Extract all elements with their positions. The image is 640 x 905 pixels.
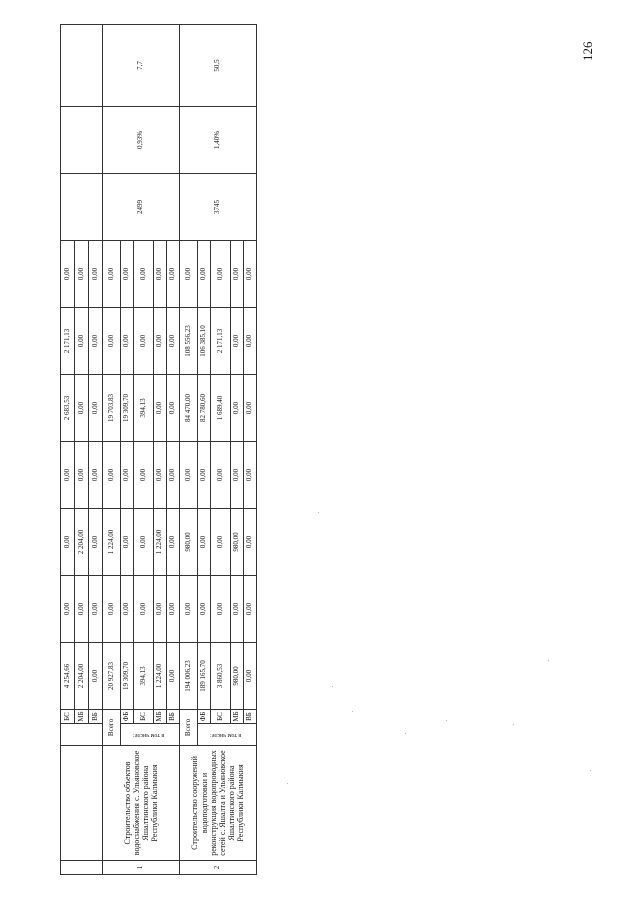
value-cell: 0,00 — [121, 576, 134, 643]
value-cell: 0,00 — [231, 375, 244, 442]
value-cell: 0,00 — [231, 241, 244, 308]
value-cell: 2 683,53 — [61, 375, 75, 442]
value-cell: 0,00 — [211, 241, 231, 308]
value-cell: 0,00 — [198, 576, 211, 643]
value-cell: 0,00 — [244, 375, 257, 442]
value-cell: 0,00 — [244, 308, 257, 375]
source-cell: БС — [211, 710, 231, 724]
table-row — [103, 25, 121, 875]
value-cell: 0,00 — [134, 509, 154, 576]
value-cell: 0,00 — [180, 241, 198, 308]
value-cell: 0,00 — [121, 308, 134, 375]
value-cell: 0,00 — [134, 576, 154, 643]
project-number: 1 — [103, 861, 180, 875]
extra-cell: 0,93% — [103, 107, 180, 174]
value-cell: 0,00 — [61, 442, 75, 509]
value-cell: 0,00 — [244, 643, 257, 710]
value-cell: 394,13 — [134, 375, 154, 442]
value-cell: 19 703,83 — [103, 375, 121, 442]
incl-label-text: в том числе: — [210, 731, 242, 738]
value-cell: 1 224,00 — [154, 643, 167, 710]
value-cell: 0,00 — [231, 442, 244, 509]
value-cell: 2 204,00 — [75, 509, 89, 576]
value-cell: 0,00 — [211, 442, 231, 509]
scan-dot — [332, 686, 333, 687]
value-cell: 106 385,10 — [198, 308, 211, 375]
value-cell: 0,00 — [75, 442, 89, 509]
funding-table — [60, 24, 257, 875]
source-cell: БС — [61, 710, 75, 724]
value-cell: 2 171,13 — [211, 308, 231, 375]
value-cell: 0,00 — [167, 442, 180, 509]
value-cell: 20 927,83 — [103, 643, 121, 710]
value-cell: 0,00 — [154, 241, 167, 308]
value-cell: 0,00 — [154, 308, 167, 375]
page-number: 126 — [580, 41, 595, 61]
value-cell: 1 224,00 — [154, 509, 167, 576]
value-cell: 0,00 — [134, 241, 154, 308]
value-cell: 980,00 — [180, 509, 198, 576]
value-cell: 0,00 — [167, 375, 180, 442]
value-cell: 0,00 — [180, 576, 198, 643]
source-cell: МБ — [75, 710, 89, 724]
value-cell: 1 224,00 — [103, 509, 121, 576]
value-cell: 0,00 — [244, 442, 257, 509]
scan-dot — [446, 720, 447, 721]
source-cell: БС — [134, 710, 154, 724]
value-cell: 194 006,23 — [180, 643, 198, 710]
value-cell: 0,00 — [211, 509, 231, 576]
value-cell: 2 171,13 — [61, 308, 75, 375]
value-cell: 0,00 — [75, 241, 89, 308]
scan-dot — [590, 770, 591, 771]
value-cell: 19 309,70 — [121, 643, 134, 710]
source-cell: ВБ — [167, 710, 180, 724]
scan-dot — [405, 733, 406, 734]
total-label: Всего — [180, 710, 198, 746]
incl-label-text: в том числе: — [133, 731, 165, 738]
incl-label — [121, 724, 180, 746]
value-cell: 0,00 — [75, 576, 89, 643]
value-cell: 0,00 — [89, 442, 103, 509]
extra-cell: 7,7 — [103, 25, 180, 107]
project-name: Строительство объектов водоснабжения с. Ульяновское Яшалтинского района Республики Калмыкия — [103, 746, 180, 861]
value-cell: 0,00 — [211, 576, 231, 643]
incl-label — [198, 724, 257, 746]
source-cell: МБ — [231, 710, 244, 724]
source-cell: ВБ — [89, 710, 103, 724]
source-cell: ВБ — [244, 710, 257, 724]
extra-cell: 2499 — [103, 174, 180, 241]
value-cell: 0,00 — [167, 509, 180, 576]
value-cell: 0,00 — [244, 576, 257, 643]
value-cell: 0,00 — [103, 442, 121, 509]
value-cell: 0,00 — [198, 442, 211, 509]
value-cell: 108 556,23 — [180, 308, 198, 375]
value-cell: 0,00 — [231, 308, 244, 375]
value-cell: 0,00 — [134, 308, 154, 375]
value-cell: 189 165,70 — [198, 643, 211, 710]
extra-cell: 1,40% — [180, 107, 257, 174]
extra-cell: 50,5 — [180, 25, 257, 107]
value-cell: 980,00 — [231, 643, 244, 710]
scan-dot — [318, 512, 319, 513]
sub-label-cell — [61, 724, 103, 746]
value-cell: 1 689,40 — [211, 375, 231, 442]
value-cell: 0,00 — [89, 241, 103, 308]
total-label: Всего — [103, 710, 121, 746]
value-cell: 0,00 — [61, 241, 75, 308]
value-cell: 0,00 — [121, 442, 134, 509]
value-cell: 0,00 — [103, 308, 121, 375]
scan-dot — [287, 783, 288, 784]
value-cell: 2 204,00 — [75, 643, 89, 710]
number-cell — [61, 861, 103, 875]
value-cell: 19 309,70 — [121, 375, 134, 442]
value-cell: 0,00 — [75, 308, 89, 375]
value-cell: 0,00 — [167, 308, 180, 375]
scan-dot — [513, 724, 514, 725]
value-cell: 0,00 — [154, 375, 167, 442]
value-cell: 82 780,60 — [198, 375, 211, 442]
value-cell: 0,00 — [89, 643, 103, 710]
value-cell: 0,00 — [231, 576, 244, 643]
scan-dot — [548, 660, 549, 661]
rotated-table-wrapper — [60, 45, 254, 875]
value-cell: 0,00 — [121, 241, 134, 308]
value-cell: 0,00 — [154, 442, 167, 509]
value-cell: 0,00 — [89, 375, 103, 442]
source-cell: ФБ — [198, 710, 211, 724]
value-cell: 0,00 — [167, 643, 180, 710]
source-cell: ФБ — [121, 710, 134, 724]
scan-dot — [352, 711, 353, 712]
table-row — [61, 25, 75, 875]
value-cell: 84 470,00 — [180, 375, 198, 442]
value-cell: 0,00 — [103, 241, 121, 308]
value-cell: 0,00 — [154, 576, 167, 643]
value-cell: 0,00 — [167, 241, 180, 308]
value-cell: 4 254,66 — [61, 643, 75, 710]
extra-cell: 3745 — [180, 174, 257, 241]
value-cell: 0,00 — [198, 509, 211, 576]
name-cell — [61, 746, 103, 861]
value-cell: 0,00 — [244, 241, 257, 308]
value-cell: 0,00 — [89, 509, 103, 576]
value-cell: 394,13 — [134, 643, 154, 710]
project-name: Строительство сооружений водоподготовки и реконструкция водопроводных сетей с. Яшалта и Ульяновское Яшалтинского района Республики Калмыкия — [180, 746, 257, 861]
table-row — [180, 25, 198, 875]
value-cell: 0,00 — [61, 509, 75, 576]
value-cell: 0,00 — [75, 375, 89, 442]
value-cell: 0,00 — [180, 442, 198, 509]
value-cell: 0,00 — [121, 509, 134, 576]
value-cell: 0,00 — [89, 308, 103, 375]
extra-cell — [61, 25, 103, 107]
value-cell: 0,00 — [167, 576, 180, 643]
value-cell: 980,00 — [231, 509, 244, 576]
project-number: 2 — [180, 861, 257, 875]
value-cell: 0,00 — [198, 241, 211, 308]
value-cell: 0,00 — [244, 509, 257, 576]
value-cell: 3 860,53 — [211, 643, 231, 710]
table-body — [61, 25, 257, 875]
value-cell: 0,00 — [61, 576, 75, 643]
extra-cell — [61, 174, 103, 241]
value-cell: 0,00 — [89, 576, 103, 643]
value-cell: 0,00 — [103, 576, 121, 643]
extra-cell — [61, 107, 103, 174]
value-cell: 0,00 — [134, 442, 154, 509]
source-cell: МБ — [154, 710, 167, 724]
